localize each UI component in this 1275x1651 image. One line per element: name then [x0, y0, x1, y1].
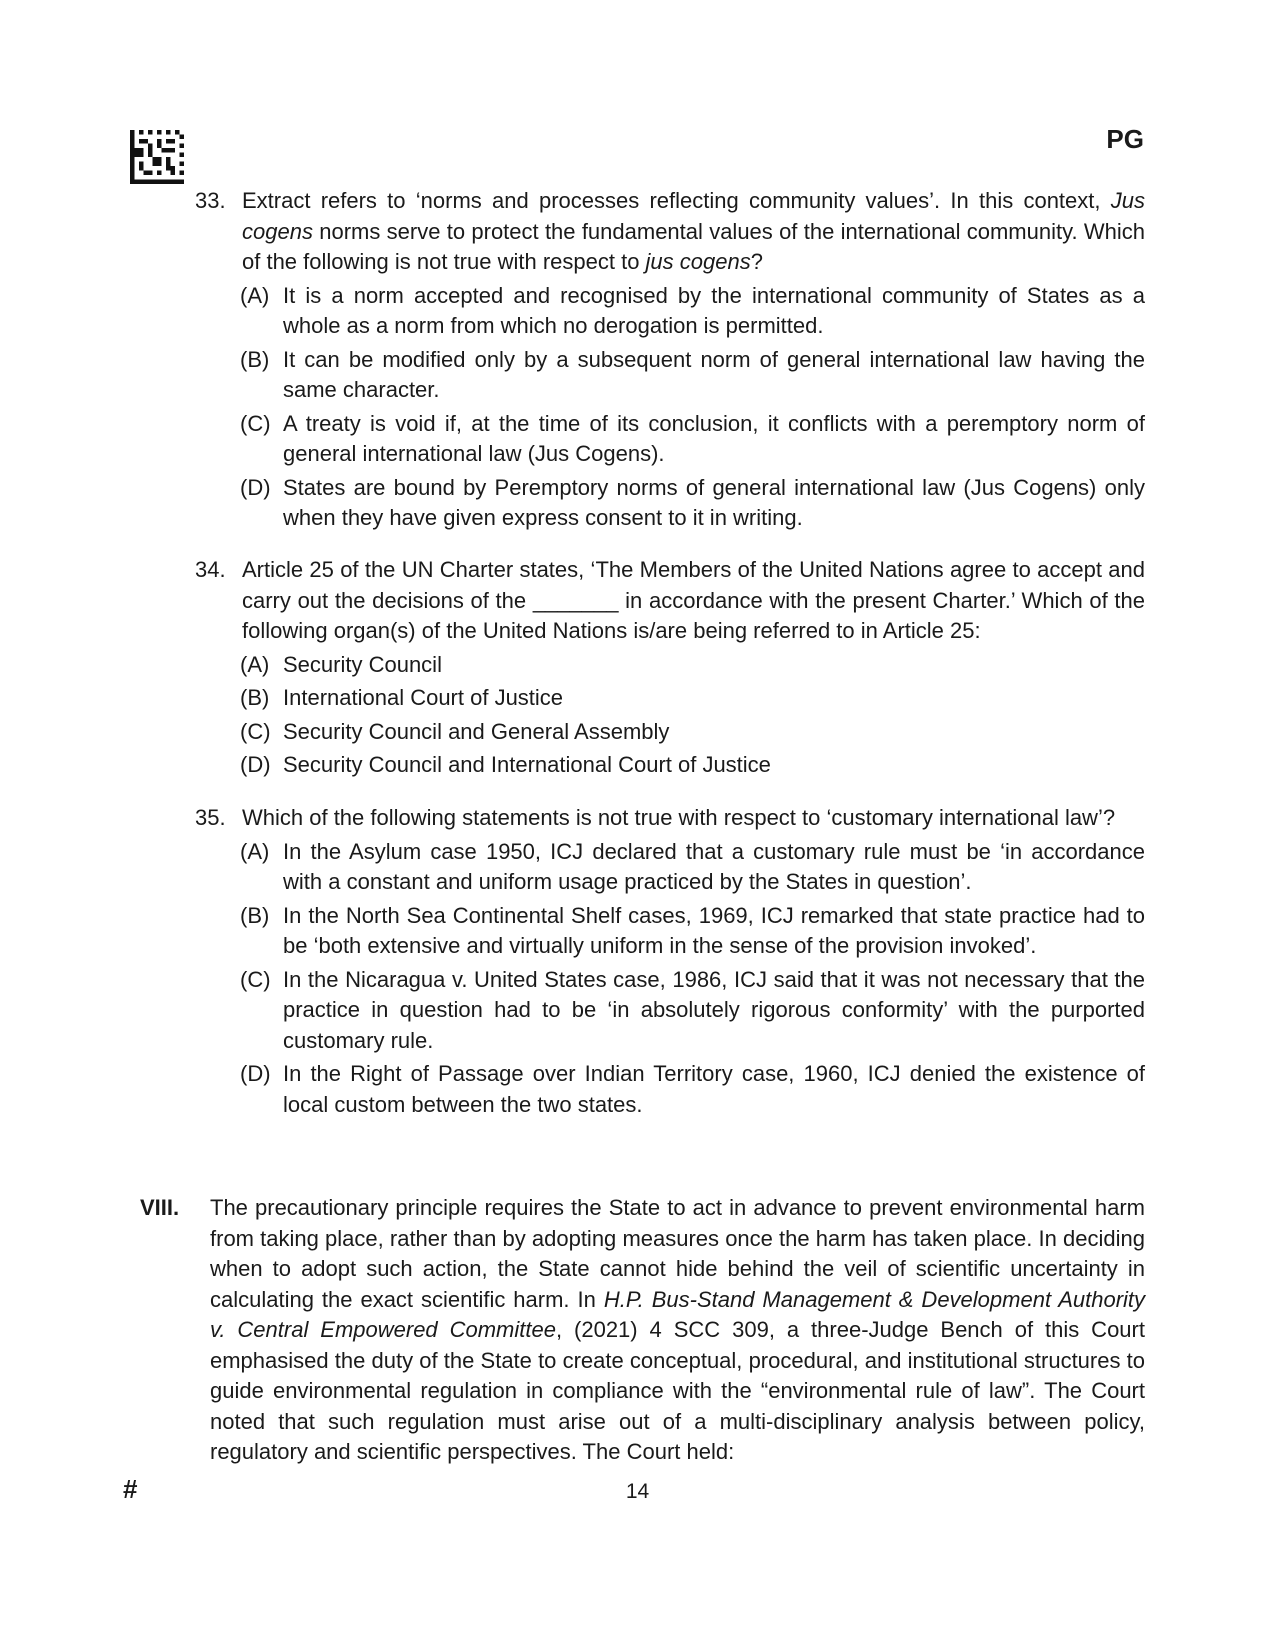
option-d: (D) Security Council and International Court of Justice [240, 752, 771, 777]
paper-code: PG [1106, 124, 1144, 154]
option-c: (C) In the Nicaragua v. United States case, 1986, ICJ said that it was not necessary that the practice in question had to be ‘in absolutely rigorous conformity’ with the purported customary rule. [240, 966, 1145, 1053]
question-text: Which of the following statements is not true with respect to ‘customary international law’? [242, 805, 1116, 830]
option-c: (C) Security Council and General Assembly [240, 718, 670, 744]
footer-mark: # [123, 1474, 138, 1504]
page-number: 14 [625, 1480, 650, 1503]
option-b: (B) International Court of Justice [240, 685, 564, 710]
qr-code-icon [130, 130, 184, 184]
question-34 [195, 555, 1145, 784]
option-b: (B) In the North Sea Continental Shelf cases, 1969, ICJ remarked that state practice had to be ‘both extensive and virtually uniform in the sense of the provision invoked’. [240, 902, 1145, 958]
passage-viii [140, 1193, 1145, 1468]
option-b: (B) It can be modified only by a subsequent norm of general international law having the same character. [240, 346, 1145, 402]
options-list [240, 837, 1145, 1121]
question-number: 33. [195, 188, 226, 213]
passage-number: VIII. [140, 1195, 180, 1220]
question-number: 34. [195, 557, 226, 582]
option-d: (D) States are bound by Peremptory norms of general international law (Jus Cogens) only when they have given express consent to it in writing. [240, 474, 1145, 530]
question-text: Article 25 of the UN Charter states, ‘The Members of the United Nations agree to accept and carry out the decisions of the _______ in accordance with the present Charter.’ Which of the following organ(s) of the United Nations is/are being referred to in Article 25: [242, 557, 1145, 643]
question-text: Extract refers to ‘norms and processes reflecting community values’. In this context, Jus cogens norms serve to protect the fundamental values of the international community. Which of the following is not true with respect to jus cogens? [242, 188, 1145, 274]
option-a: (A) It is a norm accepted and recognised by the international community of States as a whole as a norm from which no derogation is permitted. [240, 282, 1145, 338]
passage-text: The precautionary principle requires the State to act in advance to prevent environmental harm from taking place, rather than by adopting measures once the harm has taken place. In deciding when to adopt such action, the State cannot hide behind the veil of scientific uncertainty in calculating the exact scientific harm. In H.P. Bus-Stand Management & Development Authority v. Central Empowered Committee, (2021) 4 SCC 309, a three-Judge Bench of this Court emphasised the duty of the State to create conceptual, procedural, and institutional structures to guide environmental regulation in compliance with the “environmental rule of law”. The Court noted that such regulation must arise out of a multi-disciplinary analysis between policy, regulatory and scientific perspectives. The Court held: [210, 1195, 1146, 1464]
options-list [240, 650, 1145, 781]
option-a: (A) Security Council [240, 651, 442, 677]
option-a: (A) In the Asylum case 1950, ICJ declared that a customary rule must be ‘in accordance with a constant and uniform usage practiced by the States in question’. [240, 838, 1145, 894]
option-c: (C) A treaty is void if, at the time of its conclusion, it conflicts with a peremptory norm of general international law (Jus Cogens). [240, 410, 1145, 466]
options-list [240, 281, 1145, 534]
question-number: 35. [195, 805, 226, 830]
question-35 [195, 803, 1145, 1123]
option-d: (D) In the Right of Passage over Indian Territory case, 1960, ICJ denied the existence of local custom between the two states. [240, 1061, 1145, 1117]
question-33 [195, 186, 1145, 537]
